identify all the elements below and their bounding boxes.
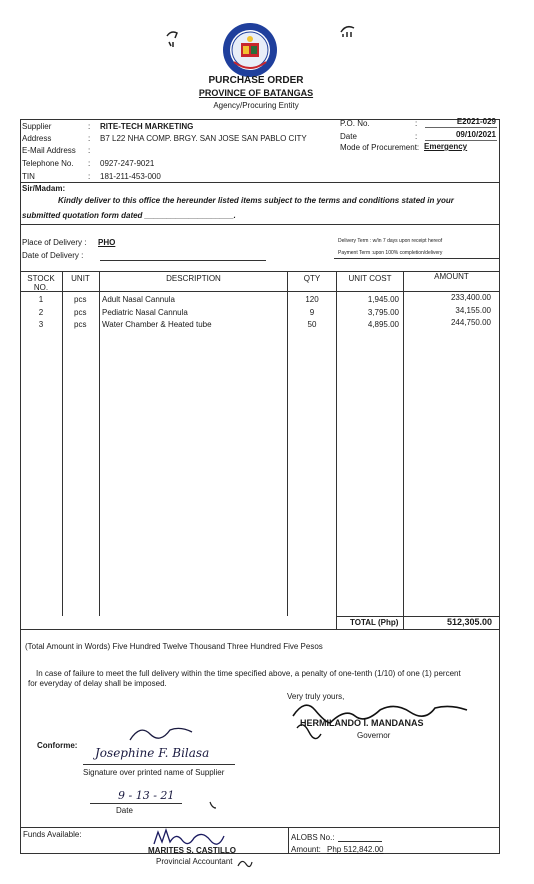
penalty-line-1: In case of failure to meet the full delivery within the time specified above, a penalty of one-tenth (1/10) of one (1) percent	[36, 669, 461, 678]
pen-scribble-left-icon	[163, 28, 183, 50]
cell-qty: 50	[307, 320, 317, 329]
accountant-initial-scribble	[236, 856, 254, 870]
supplier-signature-caption: Signature over printed name of Supplier	[83, 768, 225, 777]
mode-value: Emergency	[424, 142, 468, 151]
divider	[20, 224, 500, 225]
header-unit: UNIT	[71, 274, 90, 283]
tin-value: 181-211-453-000	[100, 172, 161, 181]
cell-amount: 233,400.00	[450, 293, 491, 302]
right-border	[499, 119, 500, 853]
left-border	[20, 119, 21, 853]
address-label: Address	[22, 134, 52, 143]
salutation: Sir/Madam:	[22, 184, 66, 193]
cell-qty: 9	[309, 308, 315, 317]
accountant-name: MARITES S. CASTILLO	[148, 846, 236, 855]
telephone-label: Telephone No.	[22, 159, 74, 168]
header-description: DESCRIPTION	[166, 274, 221, 283]
instruction-line-1: Kindly deliver to this office the hereunder listed items subject to the terms and conditions stated in your	[58, 196, 454, 205]
funds-available-label: Funds Available:	[23, 830, 82, 839]
delivery-term: Delivery Term : w/in 7 days upon receipt hereof	[338, 238, 443, 244]
cell-description: Water Chamber & Heated tube	[102, 320, 212, 329]
cell-unit: pcs	[74, 308, 87, 317]
po-date-label: Date	[340, 132, 357, 141]
divider	[20, 182, 500, 183]
place-of-delivery-label: Place of Delivery :	[22, 238, 87, 247]
payment-term-line	[334, 258, 499, 259]
column-divider	[99, 271, 100, 616]
cell-description: Adult Nasal Cannula	[102, 295, 175, 304]
cell-stock: 1	[38, 295, 44, 304]
amount-value: Php 512,842.00	[327, 845, 384, 854]
total-value: 512,305.00	[446, 617, 492, 627]
very-truly-yours: Very truly yours,	[287, 692, 345, 701]
date-caption: Date	[116, 806, 133, 815]
cell-amount: 34,155.00	[455, 306, 491, 315]
accountant-signature	[150, 826, 230, 848]
colon: :	[415, 132, 418, 141]
total-label: TOTAL (Php)	[350, 618, 399, 627]
accountant-title: Provincial Accountant	[156, 857, 233, 866]
amount-in-words: (Total Amount in Words) Five Hundred Twelve Thousand Three Hundred Five Pesos	[25, 642, 323, 651]
cell-unit-cost: 4,895.00	[367, 320, 399, 329]
colon: :	[88, 159, 91, 168]
table-bottom-border	[20, 629, 500, 630]
po-number-value: E2021-029	[456, 117, 496, 126]
alobs-line	[338, 841, 382, 842]
po-number-label: P.O. No.	[340, 119, 370, 128]
conforme-label: Conforme:	[37, 741, 78, 750]
province-seal-logo	[220, 22, 280, 80]
tick-mark-icon	[208, 800, 218, 810]
table-header-border	[20, 291, 500, 292]
province-name: PROVINCE OF BATANGAS	[198, 88, 314, 98]
cell-unit: pcs	[74, 295, 87, 304]
date-of-delivery-line	[100, 260, 266, 261]
document-title: PURCHASE ORDER	[208, 75, 304, 86]
bottom-border	[20, 853, 500, 854]
po-date-value: 09/10/2021	[455, 130, 496, 139]
cell-unit-cost: 3,795.00	[367, 308, 399, 317]
entity-label: Agency/Procuring Entity	[213, 101, 299, 110]
colon: :	[88, 122, 91, 131]
supplier-label: Supplier	[22, 122, 52, 131]
date-signature-line	[90, 803, 182, 804]
cell-amount: 244,750.00	[450, 318, 491, 327]
payment-term: Payment Term :upon 100% completion/delivery	[338, 250, 443, 256]
supplier-address: B7 L22 NHA COMP. BRGY. SAN JOSE SAN PABLO CITY	[100, 134, 307, 143]
supplier-signature-line	[83, 764, 235, 765]
pen-scribble-right-icon	[338, 22, 358, 38]
supplier-name: RITE-TECH MARKETING	[100, 122, 194, 131]
cell-description: Pediatric Nasal Cannula	[102, 308, 188, 317]
governor-name: HERMILANDO I. MANDANAS	[300, 718, 424, 728]
handwritten-date: 9 - 13 - 21	[118, 789, 175, 802]
colon: :	[88, 172, 91, 181]
cell-stock: 3	[38, 320, 44, 329]
header-qty: QTY	[303, 274, 321, 283]
place-of-delivery-value: PHO	[98, 238, 116, 247]
instruction-line-2: submitted quotation form dated ____________________.	[22, 211, 236, 220]
alobs-label: ALOBS No.:	[291, 833, 335, 842]
header-unit-cost: UNIT COST	[348, 274, 392, 283]
footer-divider	[288, 827, 289, 853]
email-label: E-Mail Address	[22, 146, 76, 155]
header-amount: AMOUNT	[434, 272, 469, 281]
date-of-delivery-label: Date of Delivery :	[22, 251, 84, 260]
column-divider	[62, 271, 63, 616]
supplier-handwritten-name: Josephine F. Bilasa	[95, 746, 210, 760]
colon: :	[88, 134, 91, 143]
governor-title: Governor	[357, 731, 391, 740]
amount-label: Amount:	[291, 845, 321, 854]
mode-label: Mode of Procurement:	[340, 143, 420, 152]
po-date-underline	[425, 140, 497, 141]
po-number-underline	[425, 127, 497, 128]
header-stock-no: STOCK NO.	[27, 274, 55, 292]
footer-top-border	[20, 827, 500, 828]
penalty-line-2: for everyday of delay shall be imposed.	[28, 679, 167, 688]
tin-label: TIN	[22, 172, 35, 181]
colon: :	[415, 119, 418, 128]
cell-unit: pcs	[74, 320, 87, 329]
telephone-value: 0927-247-9021	[100, 159, 155, 168]
cell-qty: 120	[305, 295, 319, 304]
cell-unit-cost: 1,945.00	[367, 295, 399, 304]
colon: :	[88, 146, 91, 155]
cell-stock: 2	[38, 308, 44, 317]
